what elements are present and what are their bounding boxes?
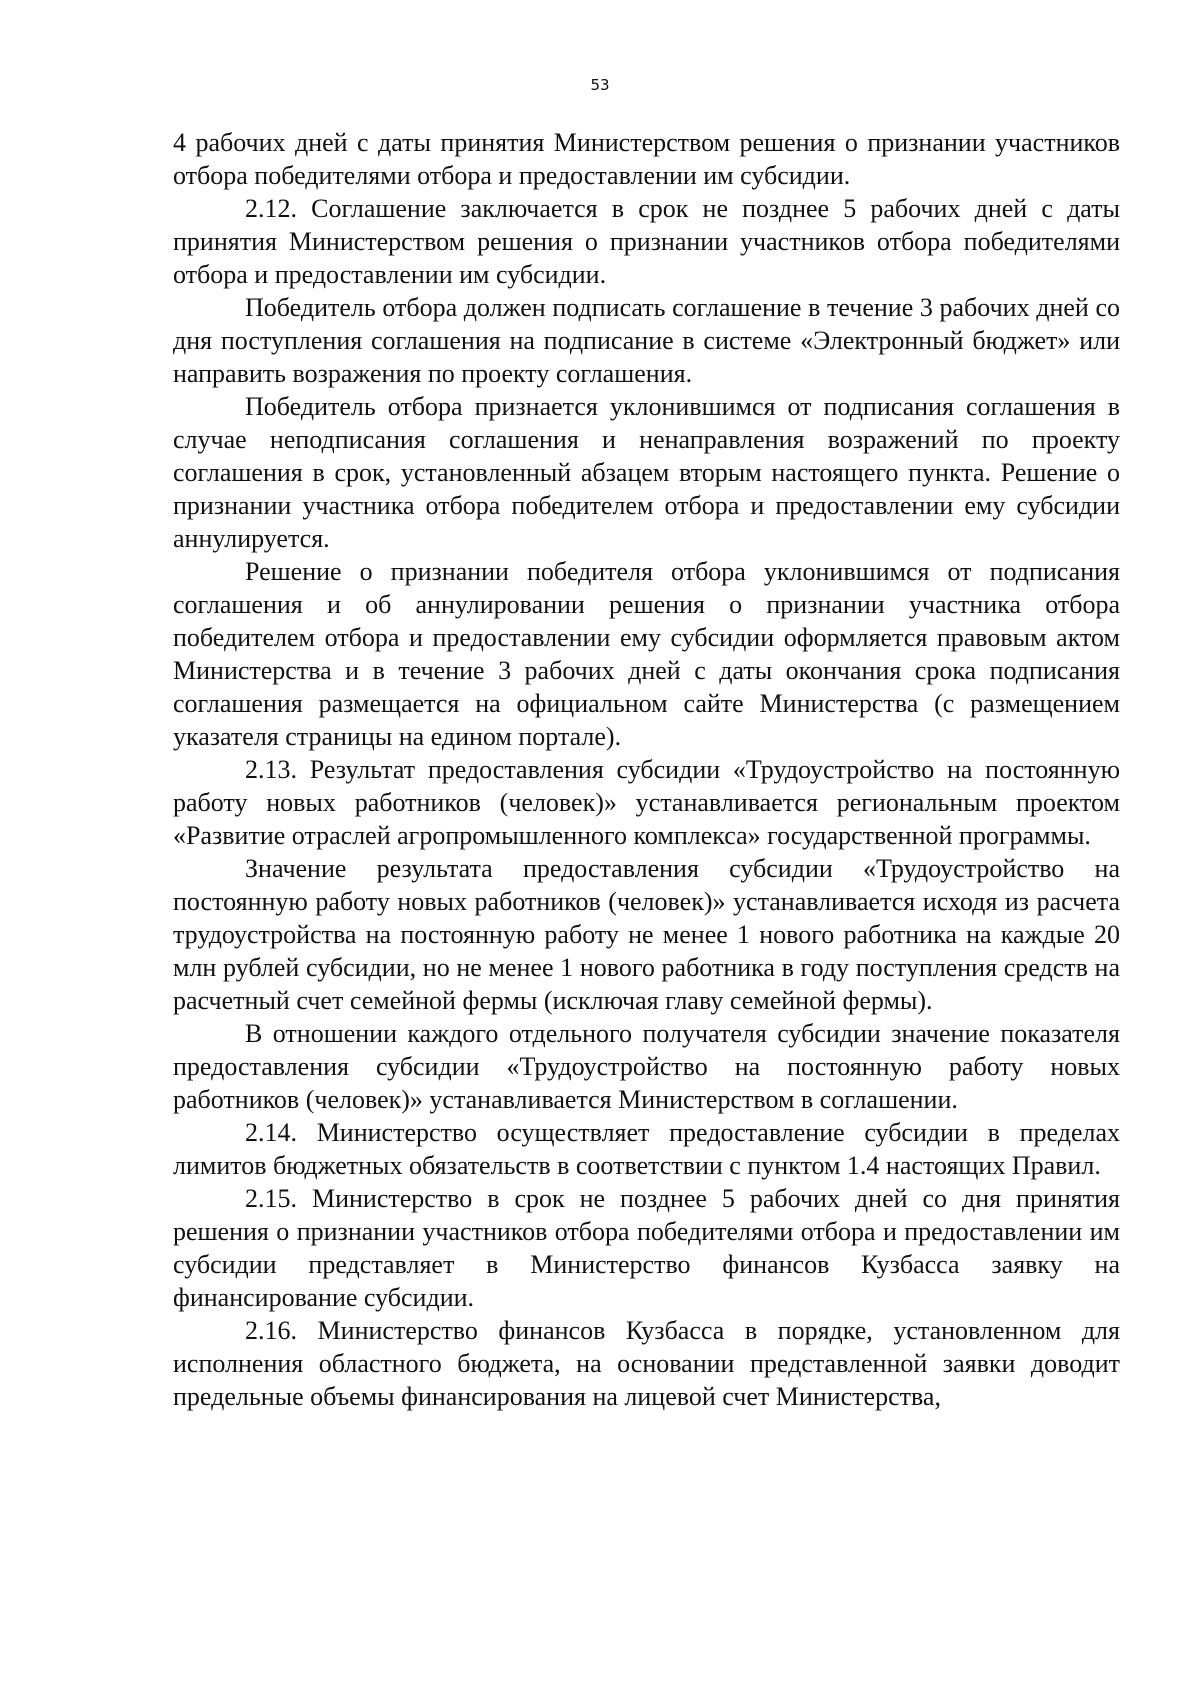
- paragraph-clause-2-13: 2.13. Результат предоставления субсидии «Трудоустройство на постоянную работу новых работников (человек)» устанавливается региональным проектом «Развитие отраслей агропромышленного комплекса» государственной программы.: [173, 755, 1120, 850]
- paragraph-clause-2-14: 2.14. Министерство осуществляет предоставление субсидии в пределах лимитов бюджетных обязательств в соответствии с пунктом 1.4 настоящих Правил.: [173, 1118, 1120, 1180]
- paragraph-recipient-indicator: В отношении каждого отдельного получателя субсидии значение показателя предоставления субсидии «Трудоустройство на постоянную работу новых работников (человек)» устанавливается Министерством в соглашении.: [173, 1019, 1120, 1114]
- paragraph-clause-2-12: 2.12. Соглашение заключается в срок не позднее 5 рабочих дней с даты принятия Министерством решения о признании участников отбора победителями отбора и предоставлении им субсидии.: [173, 194, 1120, 289]
- paragraph-annulment-decision: Решение о признании победителя отбора уклонившимся от подписания соглашения и об аннулировании решения о признании участника отбора победителем отбора и предоставлении ему субсидии оформляется правовым актом Министерства и в течение 3 рабочих дней с даты окончания срока подписания соглашения размещается на официальном сайте Министерства (с размещением указателя страницы на едином портале).: [173, 557, 1120, 751]
- paragraph-signing-deadline: Победитель отбора должен подписать соглашение в течение 3 рабочих дней со дня поступления соглашения на подписание в системе «Электронный бюджет» или направить возражения по проекту соглашения.: [173, 293, 1120, 388]
- page-number: 53: [590, 76, 610, 94]
- paragraph-result-value: Значение результата предоставления субсидии «Трудоустройство на постоянную работу новых работников (человек)» устанавливается исходя из расчета трудоустройства на постоянную работу не менее 1 нового работника на каждые 20 млн рублей субсидии, но не менее 1 нового работника в году поступления средств на расчетный счет семейной фермы (исключая главу семейной фермы).: [173, 854, 1120, 1015]
- paragraph-clause-2-15: 2.15. Министерство в срок не позднее 5 рабочих дней со дня принятия решения о признании участников отбора победителями отбора и предоставлении им субсидии представляет в Министерство финансов Кузбасса заявку на финансирование субсидии.: [173, 1184, 1120, 1312]
- paragraph-continuation: 4 рабочих дней с даты принятия Министерством решения о признании участников отбора победителями отбора и предоставлении им субсидии.: [173, 128, 1120, 190]
- paragraph-evasion: Победитель отбора признается уклонившимся от подписания соглашения в случае неподписания соглашения и ненаправления возражений по проекту соглашения в срок, установленный абзацем вторым настоящего пункта. Решение о признании участника отбора победителем отбора и предоставлении ему субсидии аннулируется.: [173, 392, 1120, 553]
- paragraph-clause-2-16: 2.16. Министерство финансов Кузбасса в порядке, установленном для исполнения областного бюджета, на основании представленной заявки доводит предельные объемы финансирования на лицевой счет Министерства,: [173, 1316, 1120, 1411]
- document-body: [173, 126, 1120, 1413]
